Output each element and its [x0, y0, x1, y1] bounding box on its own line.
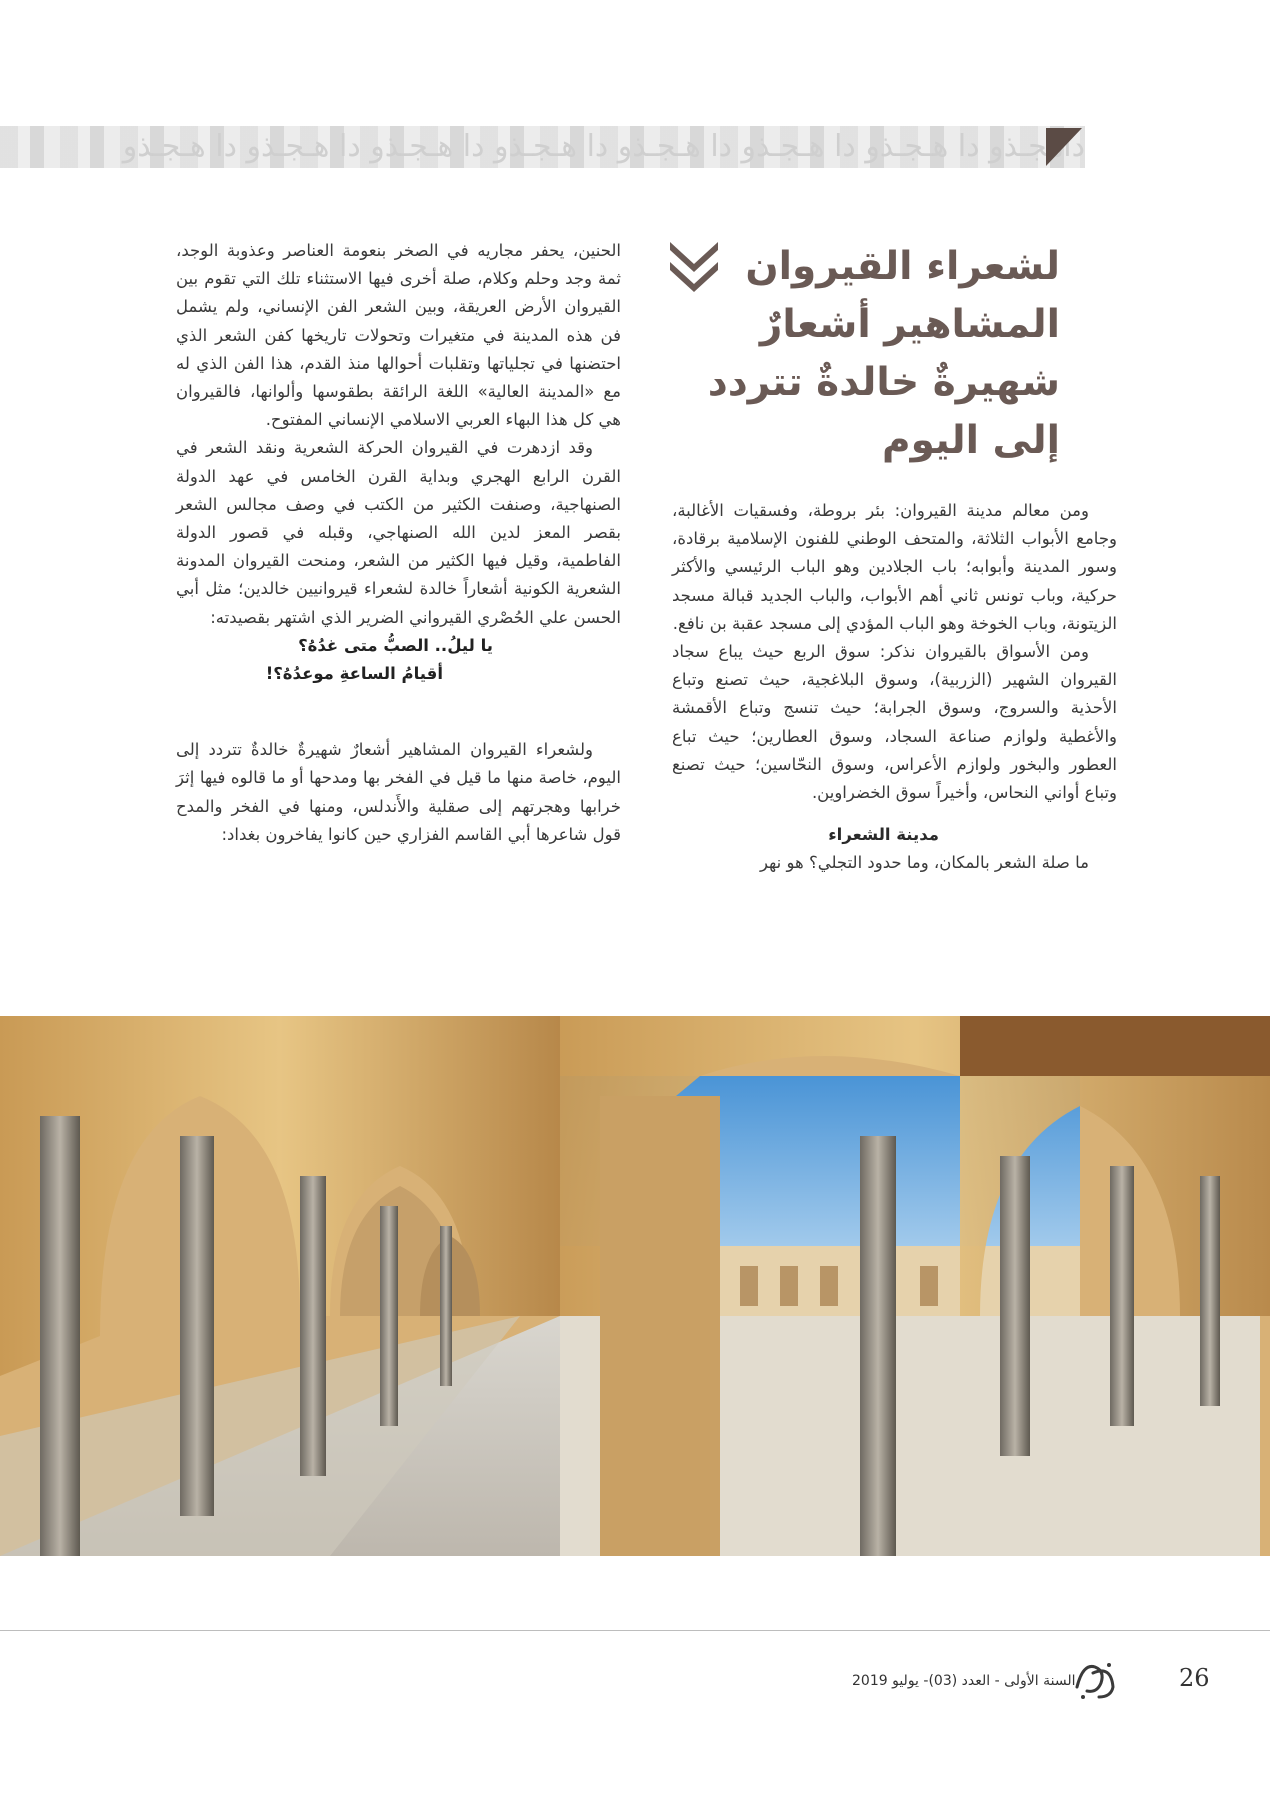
poem-verse: أقيامُ الساعةِ موعدُهُ؟! — [265, 664, 443, 684]
article-title — [660, 238, 1060, 470]
paragraph: ومن الأسواق بالقيروان نذكر: سوق الربع حيث يباع سجاد القيروان الشهير (الزربية)، وسوق البلاغجية، حيث تصنع وتباع الأحذية والسروج، وسوق الجرابة؛ حيث تنسج وتباع الأقمشة والأغطية ولوازم صناعة السجاد، وسوق العطارين؛ حيث تباع العطور والبخور ولوازم الأعراس، وسوق النحّاسين؛ حيث تصنع وتباع أواني النحاس، وأخيراً سوق الخضراوين. — [672, 642, 1117, 803]
magazine-logo-icon — [1071, 1657, 1119, 1701]
right-text-column — [672, 497, 1117, 878]
poem-verse: يا ليلُ.. الصبُّ متى غدُهُ؟ — [298, 635, 493, 655]
mosque-arcade-photo — [0, 1016, 1270, 1556]
title-line: شهيرةٌ خالدةٌ تتردد — [707, 360, 1060, 405]
header-calligraphy-pattern: داهجـذو دا هـجـذو دا هـجـذو دا هـجـذو دا هـجـذو دا هـجـذو دا هـجـذو دا هـجـذو — [122, 129, 1085, 164]
paragraph: الحنين، يحفر مجاريه في الصخر بنعومة العناصر وعذوبة الوجد، ثمة وجد وحلم وكلام، صلة أخرى فيها الاستثناء تلك التي تقوم بين القيروان الأرض العريقة، وبين الشعر الفن الإنساني، ولم يشمل فن هذه المدينة في متغيرات وتحولات تاريخها كفن الشعر الذي احتضنها في تجلياتها وتقلبات أحوالها منذ القدم، هذا الفن الذي له مع «المدينة العالية» اللغة الرائقة بطقوسها وألوانها، فالقيروان هي كل هذا البهاء العربي الاسلامي الإنساني المفتوح. — [176, 241, 621, 430]
paragraph: ومن معالم مدينة القيروان: بئر بروطة، وفسقيات الأغالبة، وجامع الأبواب الثلاثة، والمتحف الوطني للفنون الإسلامية برقادة، وسور المدينة وأبوابه؛ باب الجلادين وهو الباب الرئيسي والأكثر حركية، وباب تونس ثاني أهم الأبواب، والباب الجديد قبالة مسجد الزيتونة، وباب الخوخة وهو الباب المؤدي إلى مسجد عقبة بن نافع. — [672, 501, 1117, 633]
title-line: إلى اليوم — [881, 418, 1060, 463]
corner-triangle-icon — [1046, 128, 1082, 166]
page-number: 26 — [1179, 1664, 1210, 1692]
paragraph: ما صلة الشعر بالمكان، وما حدود التجلي؟ هو نهر — [759, 853, 1089, 873]
left-text-column — [176, 237, 621, 849]
issue-info: السنة الأولى - العدد (03)- يوليو 2019 — [852, 1673, 1076, 1689]
paragraph: وقد ازدهرت في القيروان الحركة الشعرية ونقد الشعر في القرن الرابع الهجري وبداية القرن الخامس في عهد الدولة الصنهاجية، وصنفت الكثير من الكتب في وصف مجالس الشعر بقصر المعز لدين الله الصنهاجي، وقبله في قصور الدولة الفاطمية، وقيل فيها الكثير من الشعر، ومنحت القيروان المدونة الشعرية الكونية أشعاراً خالدة لشعراء قيروانيين خالدين؛ مثل أبي الحسن علي الحُصْري القيرواني الضرير الذي اشتهر بقصيدته: — [176, 438, 621, 627]
paragraph: ولشعراء القيروان المشاهير أشعارٌ شهيرةٌ خالدةٌ تتردد إلى اليوم، خاصة منها ما قيل في الفخر بها ومدحها أو ما قالوه فيها إثرَ خرابها وهجرتهم إلى صقلية والأَندلس، ومنها في الفخر والمدح قول شاعرها أبي القاسم الفزاري حين كانوا يفاخرون بغداد: — [176, 740, 621, 844]
section-subheading: مدينة الشعراء — [828, 825, 939, 845]
footer-divider — [0, 1630, 1270, 1631]
title-line: المشاهير أشعارٌ — [759, 302, 1060, 347]
title-line: لشعراء القيروان — [745, 244, 1060, 289]
